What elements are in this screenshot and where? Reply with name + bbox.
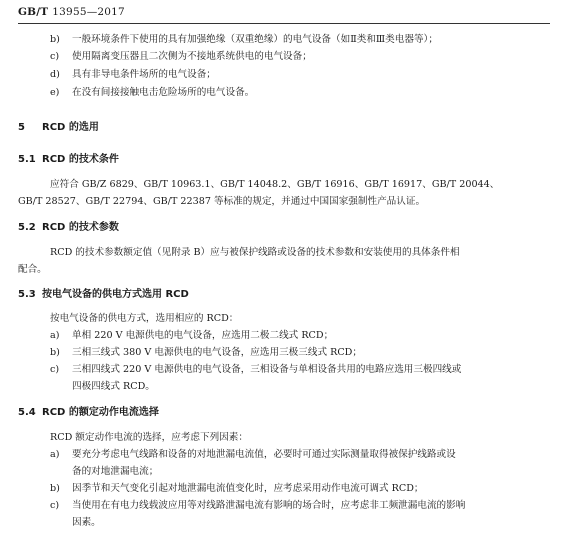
paragraph: GB/T 28527、GB/T 22794、GB/T 22387 等标准的规定，并通过中国国家强制性产品认证。 xyxy=(18,196,426,207)
paragraph: 应符合 GB/Z 6829、GB/T 10963.1、GB/T 14048.2、GB/T 16916、GB/T 16917、GB/T 20044、 xyxy=(50,179,500,190)
standard-prefix: GB/T xyxy=(18,6,49,18)
standard-number: 13955—2017 xyxy=(52,6,125,18)
section-5-2-heading: 5.2 RCD 的技术参数 xyxy=(18,222,119,233)
list-item: e) 在没有间接接触电击危险场所的电气设备。 xyxy=(50,87,255,98)
list-item: a) 单相 220 V 电源供电的电气设备，应选用二极二线式 RCD； xyxy=(50,330,334,341)
list-item-continuation: 因素。 xyxy=(72,517,101,528)
section-5-4-heading: 5.4 RCD 的额定动作电流选择 xyxy=(18,407,159,418)
header-rule xyxy=(18,23,550,24)
list-item-continuation: 四极四线式 RCD。 xyxy=(72,381,155,392)
paragraph: 按电气设备的供电方式，选用相应的 RCD： xyxy=(50,313,239,324)
list-item: d) 具有非导电条件场所的电气设备； xyxy=(50,69,216,80)
standard-header xyxy=(18,6,125,18)
list-item: b) 一般环境条件下使用的具有加强绝缘（双重绝缘）的电气设备（如Ⅱ类和Ⅲ类电器等）； xyxy=(50,34,438,45)
section-5-heading: 5 RCD 的选用 xyxy=(18,122,99,133)
list-item: a) 要充分考虑电气线路和设备的对地泄漏电流值，必要时可通过实际测量取得被保护线路或设 xyxy=(50,449,456,460)
section-5-1-heading: 5.1 RCD 的技术条件 xyxy=(18,154,119,165)
list-item: b) 三相三线式 380 V 电源供电的电气设备，应选用三极三线式 RCD； xyxy=(50,347,362,358)
list-item-continuation: 备的对地泄漏电流； xyxy=(72,466,159,477)
paragraph: RCD 的技术参数额定值（见附录 B）应与被保护线路或设备的技术参数和安装使用的具体条件相 xyxy=(50,247,460,258)
paragraph: RCD 额定动作电流的选择，应考虑下列因素： xyxy=(50,432,248,443)
list-item: c) 三相四线式 220 V 电源供电的电气设备，三相设备与单相设备共用的电路应选用三极四线或 xyxy=(50,364,462,375)
list-item: c) 当使用在有电力线载波应用等对线路泄漏电流有影响的场合时，应考虑非工频泄漏电流的影响 xyxy=(50,500,466,511)
list-item: c) 使用隔离变压器且二次侧为不接地系统供电的电气设备； xyxy=(50,51,312,62)
section-5-3-heading: 5.3 按电气设备的供电方式选用 RCD xyxy=(18,289,189,300)
list-item: b) 因季节和天气变化引起对地泄漏电流值变化时，应考虑采用动作电流可调式 RCD； xyxy=(50,483,424,494)
paragraph: 配合。 xyxy=(18,264,47,275)
